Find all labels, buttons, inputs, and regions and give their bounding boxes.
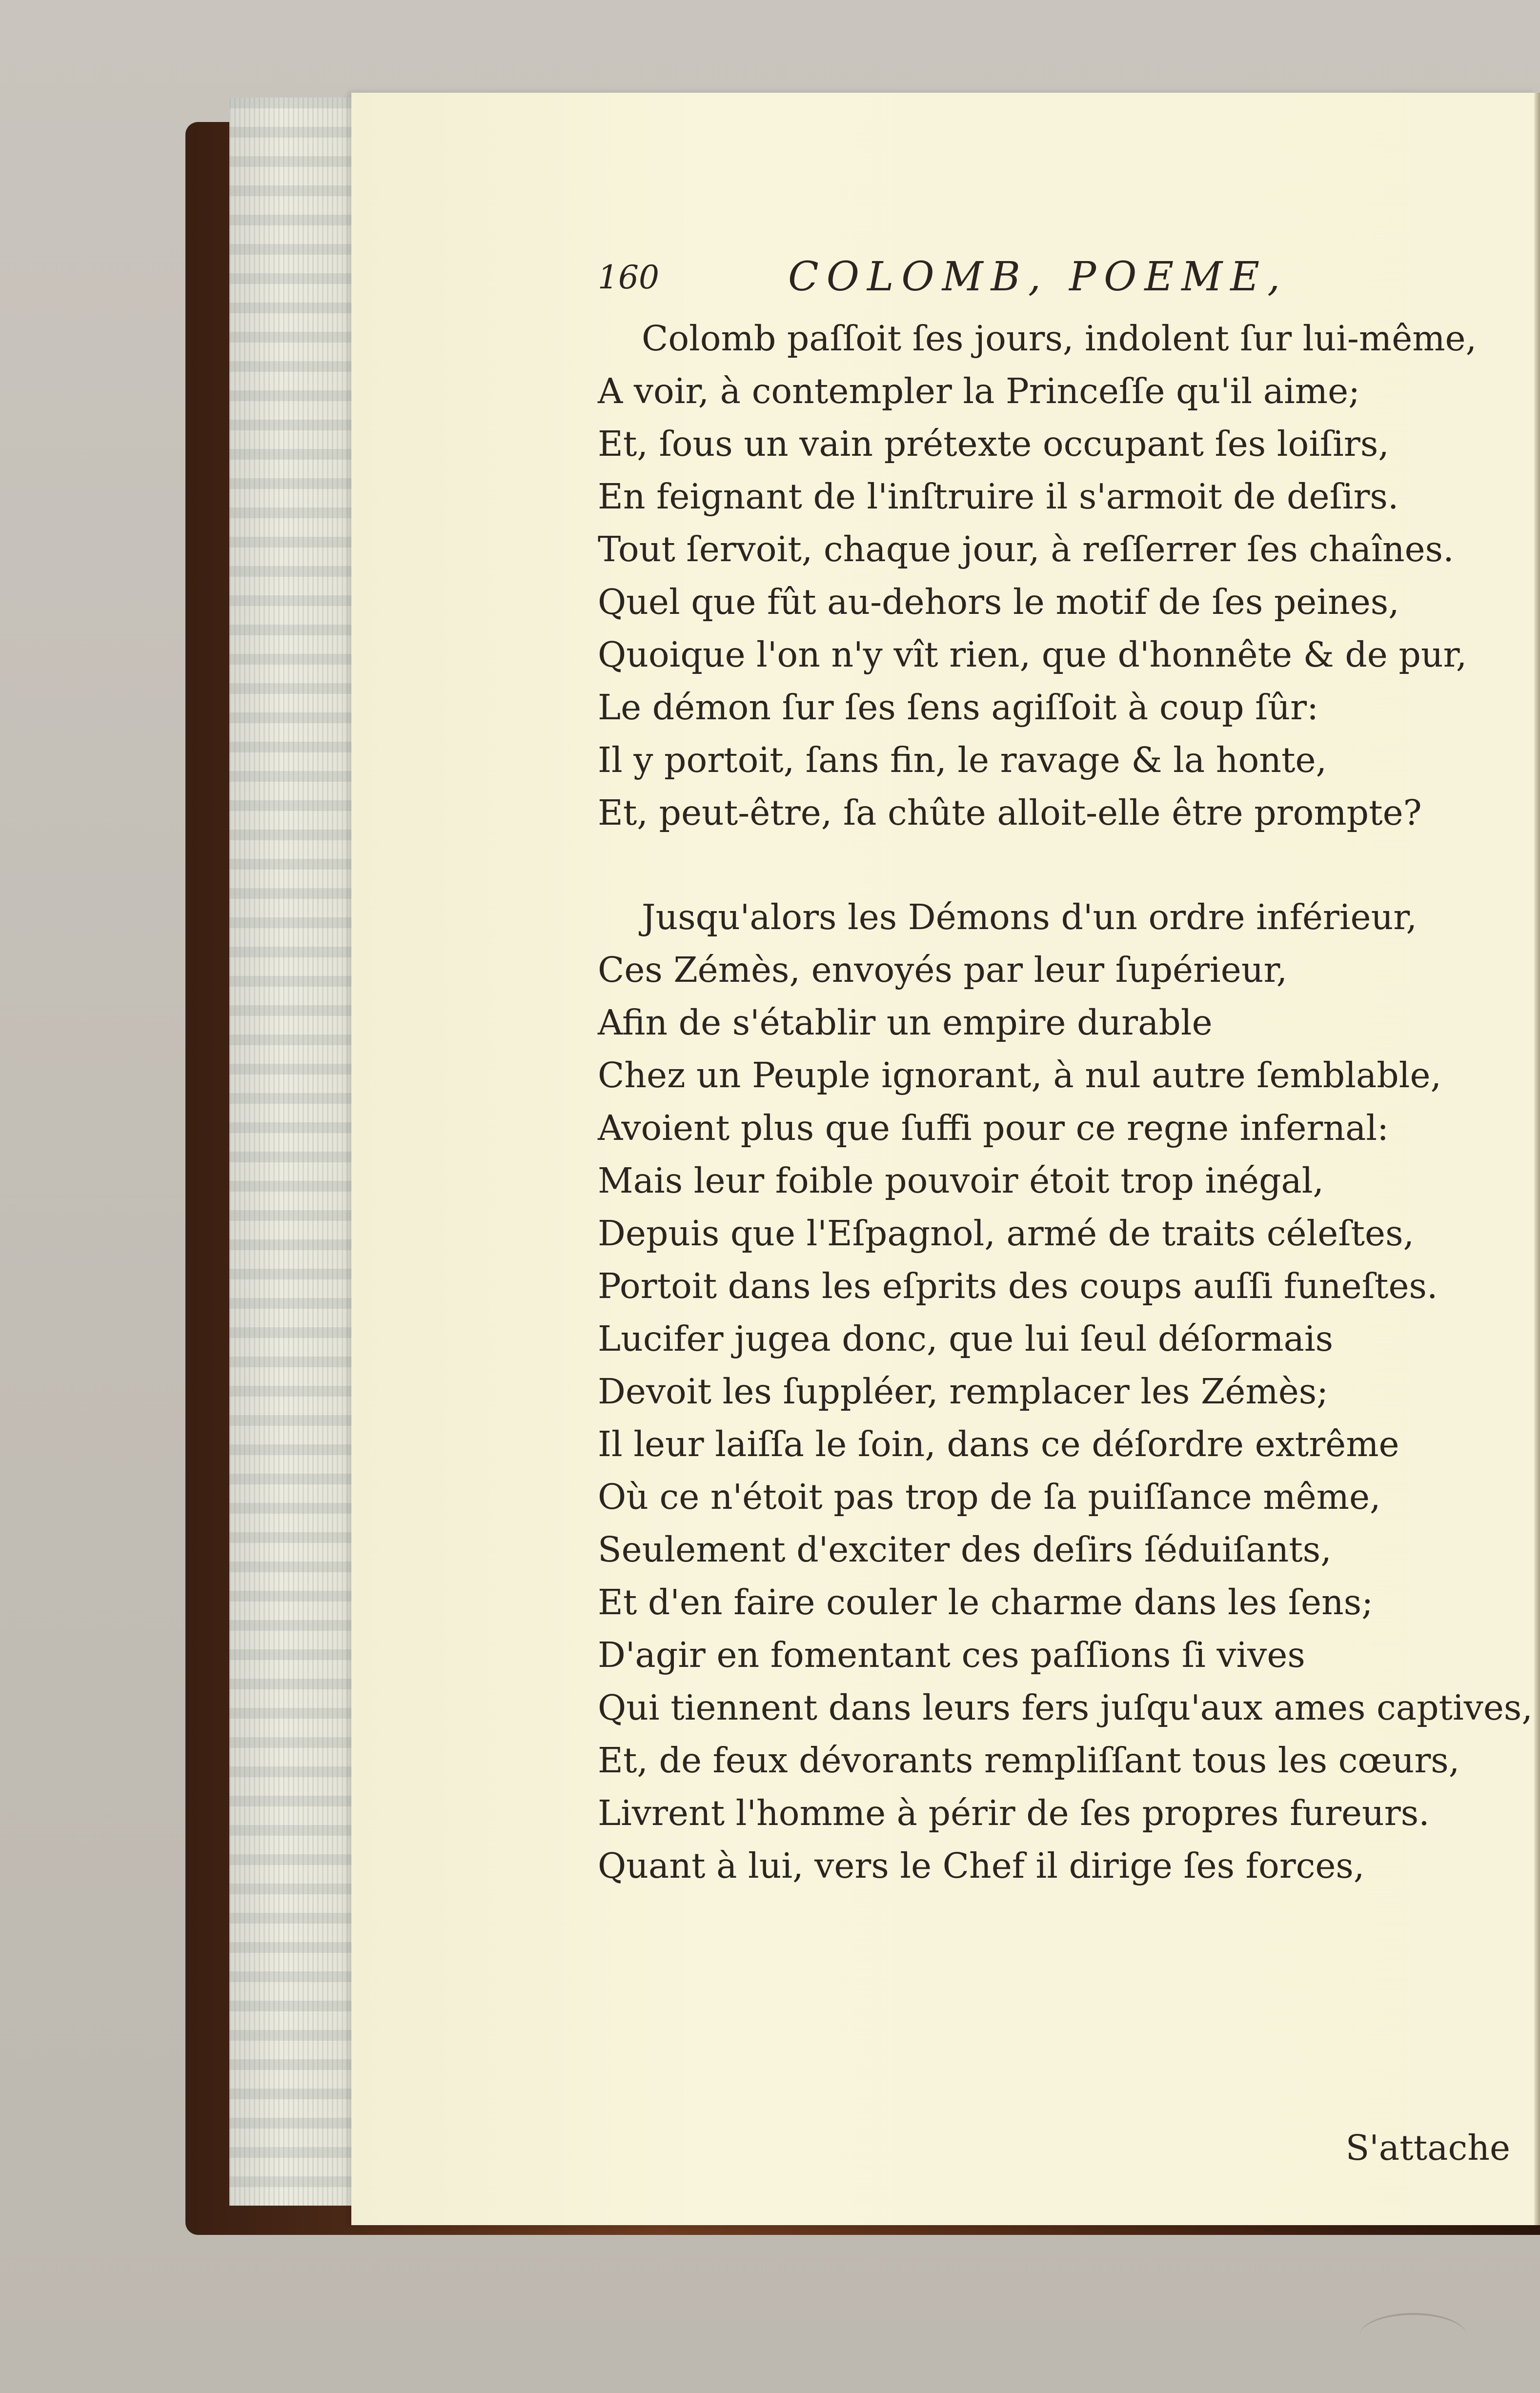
verse-line: Livrent l'homme à périr de ſes propres fureurs. bbox=[598, 1793, 1430, 1833]
verse-line: Lucifer jugea donc, que lui ſeul déſormais bbox=[598, 1318, 1334, 1359]
page-corner-shadow bbox=[1534, 93, 1540, 2225]
verse-line: Quant à lui, vers le Chef il dirige ſes forces, bbox=[598, 1845, 1365, 1886]
running-head bbox=[598, 254, 1510, 312]
verse-line: Et, peut-être, ſa chûte alloit-elle être prompte? bbox=[598, 792, 1422, 833]
verse-line: D'agir en fomentant ces paſſions ſi vives bbox=[598, 1635, 1305, 1675]
page-number: 160 bbox=[598, 259, 659, 296]
verse-line: Colomb paſſoit ſes jours, indolent ſur lui-même, bbox=[642, 318, 1477, 359]
verse-line: Il y portoit, ſans fin, le ravage & la honte, bbox=[598, 740, 1327, 780]
page-edges bbox=[229, 98, 362, 2206]
verse-line: Et d'en faire couler le charme dans les ſens; bbox=[598, 1582, 1374, 1622]
verse-line: Mais leur foible pouvoir étoit trop inégal, bbox=[598, 1160, 1324, 1201]
verse-line: Qui tiennent dans leurs fers juſqu'aux ames captives, bbox=[598, 1687, 1533, 1728]
verse-line: Et, de feux dévorants rempliſſant tous les cœurs, bbox=[598, 1740, 1460, 1781]
verse-line: Quoique l'on n'y vît rien, que d'honnête & de pur, bbox=[598, 634, 1467, 675]
running-title: COLOMB, POEME, bbox=[788, 254, 1288, 300]
verse-line: Ces Zémès, envoyés par leur ſupérieur, bbox=[598, 950, 1288, 990]
verse-line: Afin de s'établir un empire durable bbox=[598, 1002, 1213, 1043]
verse-line: Et, ſous un vain prétexte occupant ſes loiſirs, bbox=[598, 424, 1389, 464]
catchword: S'attache bbox=[1345, 2128, 1510, 2168]
verse-line: Depuis que l'Eſpagnol, armé de traits céleſtes, bbox=[598, 1213, 1415, 1254]
verse-line: Avoient plus que ſuffi pour ce regne infernal: bbox=[598, 1108, 1389, 1148]
verse-line: Tout ſervoit, chaque jour, à reſſerrer ſes chaînes. bbox=[598, 529, 1454, 569]
verse-line: Chez un Peuple ignorant, à nul autre ſemblable, bbox=[598, 1055, 1442, 1095]
paper-mark bbox=[1359, 2313, 1467, 2359]
stanza-1 bbox=[598, 312, 1510, 839]
verse-line: Jusqu'alors les Démons d'un ordre inférieur, bbox=[642, 897, 1418, 937]
verse-line: Quel que fût au-dehors le motif de ſes peines, bbox=[598, 582, 1399, 622]
text-block bbox=[598, 254, 1533, 2168]
verse-line: Le démon ſur ſes ſens agiſſoit à coup ſûr: bbox=[598, 687, 1319, 728]
verse-line: Portoit dans les eſprits des coups auſſi funeſtes. bbox=[598, 1266, 1438, 1306]
stanza-2 bbox=[598, 891, 1533, 1892]
verse-line: Il leur laiſſa le ſoin, dans ce déſordre extrême bbox=[598, 1424, 1399, 1464]
verse-line: Devoit les ſuppléer, remplacer les Zémès; bbox=[598, 1371, 1329, 1412]
verse-line: En feignant de l'inſtruire il s'armoit de deſirs. bbox=[598, 476, 1399, 517]
verse-line: Où ce n'étoit pas trop de ſa puiſſance même, bbox=[598, 1477, 1381, 1517]
verse-line: Seulement d'exciter des deſirs ſéduiſants, bbox=[598, 1529, 1332, 1570]
verse-line: A voir, à contempler la Princeſſe qu'il aime; bbox=[598, 371, 1360, 411]
